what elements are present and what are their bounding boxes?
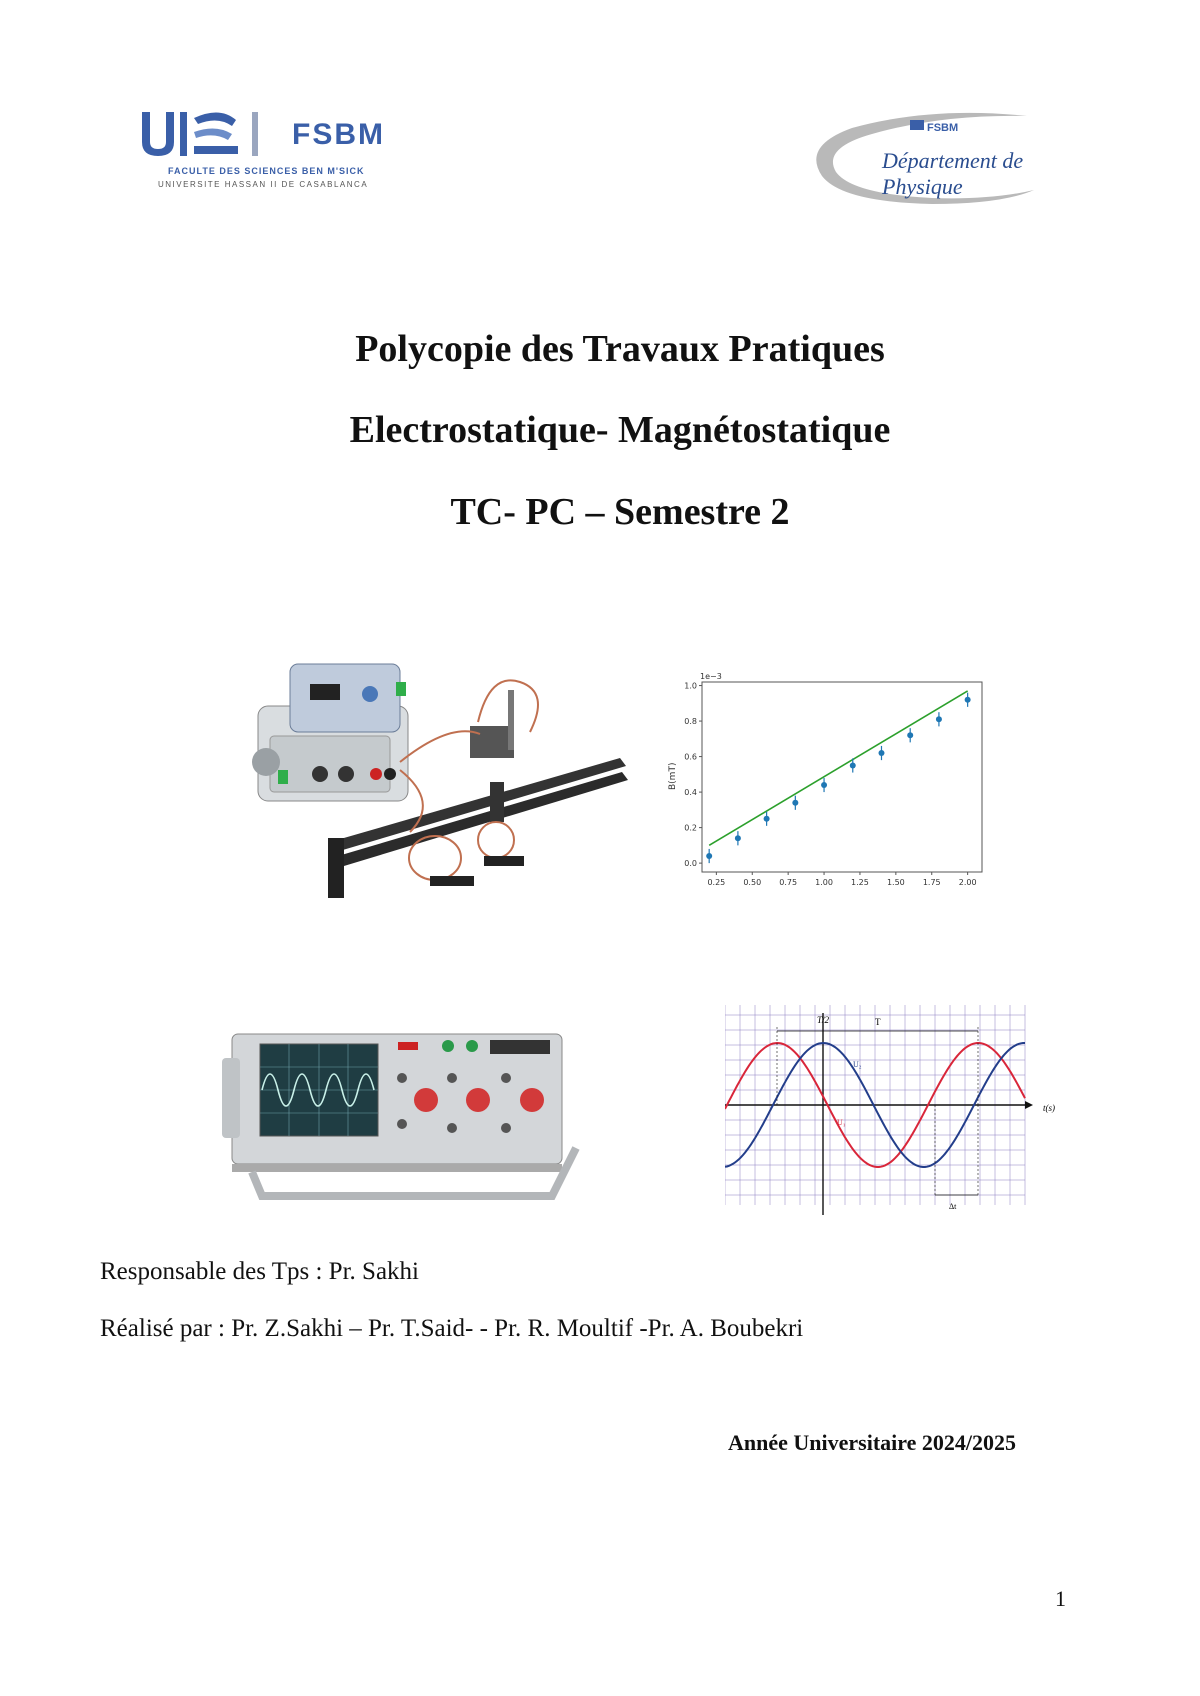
data-point	[850, 762, 856, 768]
u2-label: U₂	[853, 1060, 862, 1069]
u1-label: U₁	[837, 1118, 846, 1127]
offset-text: 1e−3	[700, 672, 722, 681]
x-tick-label: 2.00	[958, 878, 977, 887]
title-line-2: Electrostatique- Magnétostatique	[349, 409, 891, 451]
y-axis-label: B(mT)	[668, 762, 678, 790]
data-point	[821, 782, 827, 788]
plot-frame	[702, 682, 982, 872]
university-logo	[140, 108, 420, 198]
x-tick-label: 0.50	[743, 878, 762, 887]
coil-wires-icon	[400, 680, 538, 880]
power-supply-icon	[252, 664, 408, 801]
data-point	[907, 732, 913, 738]
y-tick-label: 0.2	[684, 823, 697, 833]
y-tick-label: 0.0	[684, 859, 697, 869]
phase-shift-label: Δt	[949, 1202, 957, 1211]
coil-base-icon	[484, 856, 524, 866]
data-point	[936, 716, 942, 722]
time-axis-label: t(s)	[1043, 1103, 1055, 1113]
time-axis-arrow-icon	[1025, 1101, 1033, 1109]
magnetic-field-chart	[660, 672, 990, 902]
x-tick-label: 1.75	[922, 878, 941, 887]
oscilloscope-photo	[222, 1028, 602, 1203]
department-logo	[812, 110, 1042, 210]
responsable-line: Responsable des Tps : Pr. Sakhi	[100, 1258, 419, 1285]
x-tick-label: 0.75	[779, 878, 798, 887]
half-period-label: T/2	[817, 1015, 830, 1025]
y-tick-label: 0.6	[684, 752, 697, 762]
x-tick-label: 0.25	[707, 878, 726, 887]
university-name: UNIVERSITE HASSAN II DE CASABLANCA	[158, 180, 369, 189]
waveform-diagram	[725, 1005, 1070, 1220]
data-point	[706, 853, 712, 859]
period-label: T	[875, 1017, 881, 1027]
fit-line	[709, 691, 967, 845]
title-line-3: TC- PC – Semestre 2	[450, 491, 790, 533]
fsbm-small-acronym: FSBM	[927, 122, 959, 134]
academic-year: Année Universitaire 2024/2025	[728, 1430, 1017, 1455]
x-tick-label: 1.25	[851, 878, 869, 887]
y-tick-label: 0.8	[684, 717, 697, 727]
chart-marks	[684, 682, 976, 887]
page-number: 1	[1055, 1586, 1066, 1611]
data-point	[764, 816, 770, 822]
y-tick-label: 1.0	[684, 681, 697, 691]
y-tick-label: 0.4	[684, 788, 697, 798]
fsbm-acronym: FSBM	[292, 118, 385, 151]
title-line-1: Polycopie des Travaux Pratiques	[355, 328, 885, 370]
department-name: Département de Physique	[882, 148, 1024, 199]
coil-base-icon	[430, 876, 474, 886]
data-point	[878, 750, 884, 756]
apparatus-photo	[250, 662, 645, 922]
data-point	[792, 800, 798, 806]
x-tick-label: 1.50	[886, 878, 905, 887]
data-point	[735, 835, 741, 841]
faculty-name: FACULTE DES SCIENCES BEN M'SICK	[168, 166, 365, 176]
data-point	[965, 697, 971, 703]
uh2c-emblem-icon	[140, 108, 285, 164]
x-tick-label: 1.00	[815, 878, 833, 887]
authors-line: Réalisé par : Pr. Z.Sakhi – Pr. T.Said- - Pr. R. Moultif -Pr. A. Boubekri	[100, 1315, 804, 1342]
